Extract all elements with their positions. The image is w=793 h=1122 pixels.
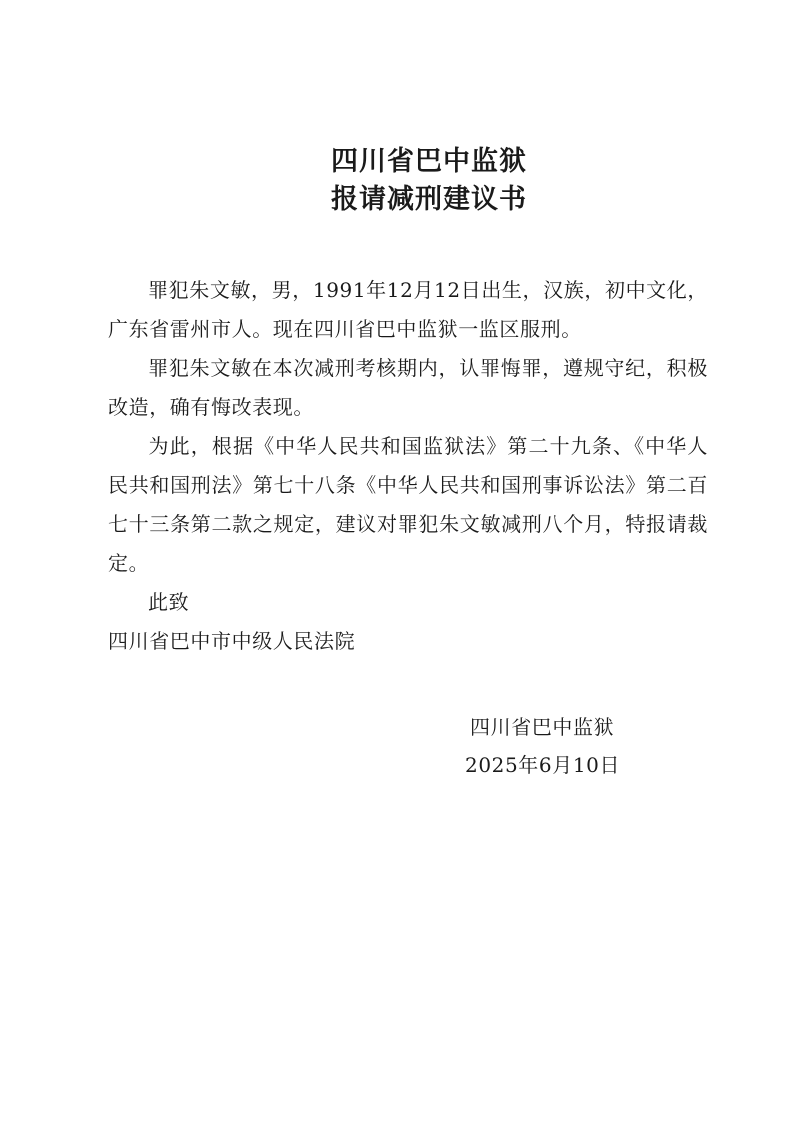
addressee: 四川省巴中市中级人民法院 bbox=[108, 629, 356, 653]
paragraph-behavior-text: 罪犯朱文敏在本次减刑考核期内，认罪悔罪，遵规守纪，积极改造，确有悔改表现。 bbox=[108, 356, 708, 419]
paragraph-personal-info bbox=[108, 271, 708, 349]
signature-organization: 四川省巴中监狱 bbox=[470, 715, 615, 739]
paragraph-legal-basis bbox=[108, 427, 708, 583]
paragraph-personal-info-text: 罪犯朱文敏，男，1991年12月12日出生，汉族，初中文化，广东省雷州市人。现在四川省巴中监狱一监区服刑。 bbox=[108, 278, 708, 341]
salutation: 此致 bbox=[148, 590, 190, 614]
signature-date: 2025年6月10日 bbox=[465, 753, 621, 777]
paragraph-behavior bbox=[108, 349, 708, 427]
document-title-line1: 四川省巴中监狱 bbox=[331, 146, 527, 177]
paragraph-legal-basis-text: 为此，根据《中华人民共和国监狱法》第二十九条、《中华人民共和国刑法》第七十八条《中华人民共和国刑事诉讼法》第二百七十三条第二款之规定，建议对罪犯朱文敏减刑八个月，特报请裁定。 bbox=[108, 434, 708, 575]
document-title-line2: 报请减刑建议书 bbox=[331, 184, 527, 215]
